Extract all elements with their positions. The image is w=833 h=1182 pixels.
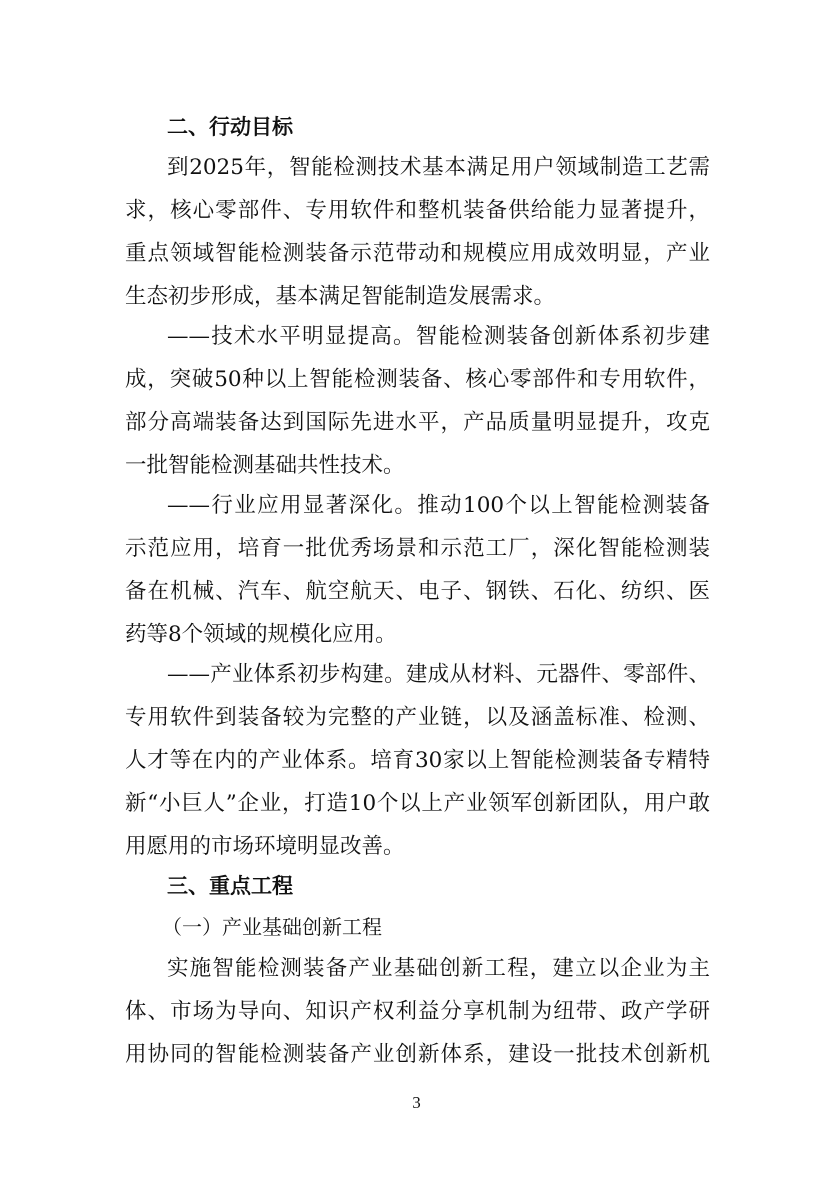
- paragraph-line: 一批智能检测基础共性技术。: [125, 453, 405, 478]
- paragraph-line: ——行业应用显著深化。推动100个以上智能检测装备: [167, 493, 710, 518]
- paragraph-line: 实施智能检测装备产业基础创新工程，建立以企业为主: [167, 956, 710, 981]
- paragraph-line: 部分高端装备达到国际先进水平，产品质量明显提升，攻克: [125, 410, 710, 435]
- paragraph-line: 重点领域智能检测装备示范带动和规模应用成效明显，产业: [125, 241, 710, 266]
- paragraph-line: 人才等在内的产业体系。培育30家以上智能检测装备专精特: [125, 748, 710, 773]
- paragraph-line: 体、市场为导向、知识产权利益分享机制为纽带、政产学研: [125, 999, 710, 1024]
- section-heading-action-goals: 二、行动目标: [167, 115, 293, 139]
- paragraph-line: 用协同的智能检测装备产业创新体系，建设一批技术创新机: [125, 1042, 710, 1067]
- subsection-heading: （一）产业基础创新工程: [162, 915, 382, 939]
- paragraph-line: 成，突破50种以上智能检测装备、核心零部件和专用软件，: [125, 367, 710, 392]
- paragraph-line: 示范应用，培育一批优秀场景和示范工厂，深化智能检测装: [125, 536, 710, 561]
- paragraph-line: 药等8个领域的规模化应用。: [125, 622, 397, 647]
- paragraph-line: 到2025年，智能检测技术基本满足用户领域制造工艺需: [167, 155, 710, 180]
- paragraph-line: 新“小巨人”企业，打造10个以上产业领军创新团队，用户敢: [125, 791, 710, 816]
- paragraph-line: ——技术水平明显提高。智能检测装备创新体系初步建: [167, 324, 710, 349]
- page-number: 3: [412, 1093, 421, 1112]
- paragraph-line: 备在机械、汽车、航空航天、电子、钢铁、石化、纺织、医: [125, 579, 710, 604]
- paragraph-line: 专用软件到装备较为完整的产业链，以及涵盖标准、检测、: [125, 705, 710, 730]
- section-heading-key-projects: 三、重点工程: [167, 874, 293, 898]
- paragraph-line: ——产业体系初步构建。建成从材料、元器件、零部件、: [167, 662, 710, 687]
- paragraph-line: 求，核心零部件、专用软件和整机装备供给能力显著提升，: [125, 198, 710, 223]
- paragraph-line: 生态初步形成，基本满足智能制造发展需求。: [125, 284, 556, 309]
- paragraph-line: 用愿用的市场环境明显改善。: [125, 834, 405, 859]
